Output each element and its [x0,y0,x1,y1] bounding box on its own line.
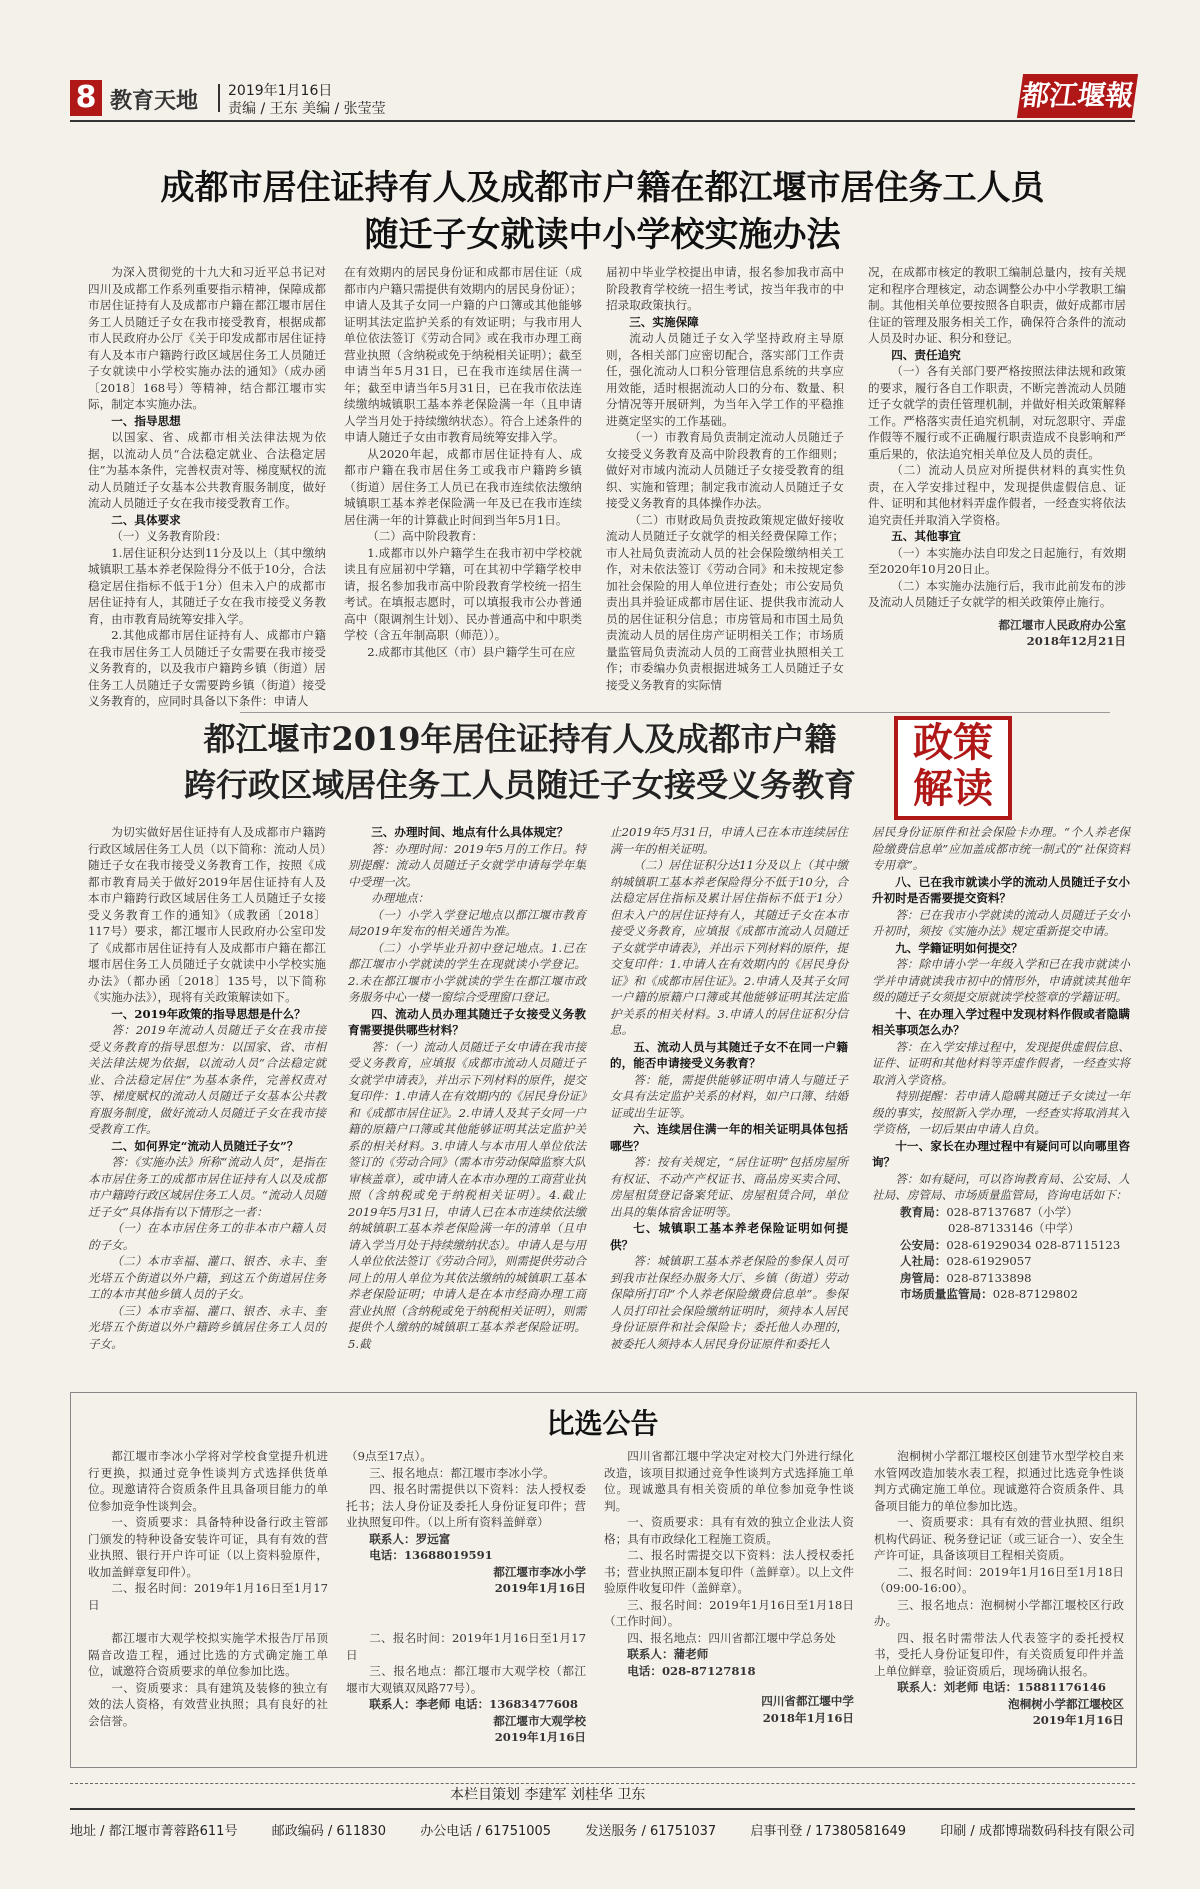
footer-printer: 印刷 / 成都博瑞数码科技有限公司 [940,1824,1135,1839]
policy-column-3 [610,824,848,1369]
paragraph: （9点至17点）。 [346,1449,432,1463]
contact-row: 公安局：028-61929034 028-87115123 [900,1237,1121,1252]
paragraph: 都江堰市大观学校拟实施学术报告厅吊顶隔音改造工程，通过比选的方式确定施工单位，诚邀符合资质要求的单位参加比选。 [88,1631,328,1678]
footer-rule [70,1808,1135,1810]
paragraph: 四、报名时需提供以下资料：法人授权委托书；法人身份证及委托人身份证复印件；营业执照复印件。（以上所有资料盖鲜章） [346,1482,586,1529]
paragraph: 二、报名时间：2019年1月16日至1月17日 [88,1581,328,1612]
answer: 答：办理时间：2019年5月的工作日。特别提醒：流动人员随迁子女就学申请每学年集中受理一次。 [348,841,586,889]
question-heading: 二、如何界定“流动人员随迁子女”？ [111,1138,299,1153]
contact-row: 房管局：028-87133898 [900,1270,1032,1285]
paragraph: 一、资质要求：具备特种设备行政主管部门颁发的特种设备安装许可证，具有有效的营业执照、银行开户许可证（以上资料验原件，收加盖鲜章复印件）。 [88,1515,328,1579]
notice-signature: 四川省都江堰中学 [761,1694,854,1708]
paragraph: 2.成都市其他区（市）县户籍学生可在应 [367,644,576,659]
paragraph: 在有效期内的居民身份证和成都市居住证（成都市内户籍只需提供有效期内的居民身份证）；申请人及其子女同一户籍的户口簿或其他能够证明其法定监护关系的有效证明；与我市用人单位依法签订《劳动合同》或在我市办理工商营业执照（含纳税或免于纳税相关证明）；截至申请当年5月31日，已在我市连续居住满一年；截至申请当年5月31日，已在我市依法连续缴纳城镇职工基本养老保险满一年（且申请人学当月处于持续缴纳状态）。符合上述条件的申请人随迁子女由市教育局统筹安排入学。 [344,265,582,444]
paragraph: 届初中毕业学校提出申请，报名参加我市高中阶段教育学校统一招生考试，按当年我市的中招录取政策执行。 [606,265,844,312]
footer [70,1820,1135,1839]
answer: 答：《实施办法》所称“流动人员”，是指在本市居住务工的成都市居住证持有人以及成都市户籍跨行政区域居住务工人员。“流动人员随迁子女”具体指有以下情形之一者： [88,1155,326,1219]
contact-person: 联系人：刘老师 电话：15881176146 [897,1680,1106,1694]
notice-date: 2019年1月16日 [494,1581,586,1595]
section-name: 教育天地 [110,89,199,114]
notice-title: 比选公告 [546,1407,659,1440]
contact-phone: 电话：13688019591 [369,1548,493,1562]
article-column-1 [88,264,326,708]
paragraph: 一、资质要求：具有有效的营业执照、组织机构代码证、税务登记证（或三证合一）、安全生产许可证，具备该项目工程相关资质。 [874,1515,1124,1562]
notice-signature: 都江堰市李冰小学 [493,1564,586,1579]
paragraph: （一）各有关部门要严格按照法律法规和政策的要求，履行各自工作职责，不断完善流动人员随迁子女就学的责任管理机制，并做好相关政策解释工作。严格落实责任追究机制，对玩忽职守、弄虚作假等不履行或不正确履行职责造成不良影响和严重后果的，依法追究相关单位及人员的责任。 [868,364,1126,461]
footer-address: 地址 / 都江堰市菁蓉路611号 [70,1824,238,1839]
policy-column-1 [88,824,326,1369]
question-heading: 八、已在我市就读小学的流动人员随迁子女小升初时是否需要提交资料？ [872,874,1130,905]
section-heading: 二、具体要求 [111,512,181,527]
paragraph: 以国家、省、成都市相关法律法规为依据，以流动人员“合法稳定就业、合法稳定居住”为基本条件，完善权责对等、梯度赋权的流动人员随迁子女基本公共教育服务制度，做好流动人员随迁子女在我市接受教育工作。 [88,430,326,510]
paragraph: 四、报名地点：四川省都江堰中学总务处 [627,1630,836,1645]
answer: 答：城镇职工基本养老保险的参保人员可到我市社保经办服务大厅、乡镇（街道）劳动保障所打印“个人养老保险缴费信息单”。参保人员打印社会保险缴纳证明时，须持本人居民身份证原件和社会保险卡；委托他人办理的，被委托人须持本人居民身份证原件和委托人 [610,1254,848,1351]
answer: 答：按有关规定，“居住证明”包括房屋所有权证、不动产产权证书、商品房买卖合同、房屋租赁登记备案凭证、房屋租赁合同，单位出具的集体宿舍证明等。 [610,1155,848,1219]
paragraph: 都江堰市李冰小学将对学校食堂提升机进行更换，拟通过竞争性谈判方式选择供货单位。现邀请符合资质条件且具备项目能力的单位参加竞争性谈判会。 [88,1449,328,1513]
question-heading: 六、连续居住满一年的相关证明具体包括哪些？ [610,1122,848,1153]
paragraph: （一）本实施办法自印发之日起施行，有效期至2020年10月20日止。 [868,545,1126,576]
contact-row: 028-87133146（中学） [948,1221,1080,1235]
contact-phone: 电话：028-87127818 [627,1663,756,1678]
paragraph: （二）市财政局负责按政策规定做好接收流动人员随迁子女就学的相关经费保障工作；市人社局负责流动人员的社会保险缴纳相关工作，对未依法签订《劳动合同》和未按规定参加社会保险的用人单位进行查处；市公安局负责出具并验证成都市居住证、提供我市流动人员的居住证积分信息；市房管局和市国土局负责流动人员的居住房产证明相关工作；市场质量监管局负责流动人员的工商营业执照相关工作；市委编办负责根据进城务工人员随迁子女接受义务教育的实际情 [606,512,844,692]
article-column-3 [606,264,844,694]
header-rule [70,120,1135,122]
paragraph: 四川省都江堰中学决定对校大门外进行绿化改造，该项目拟通过竞争性谈判方式选择施工单位。现诚邀具有相关资质的单位参加竞争性谈判。 [604,1449,854,1513]
paragraph: 泡桐树小学都江堰校区创建节水型学校自来水管网改造加装水表工程，拟通过比选竞争性谈判方式确定施工单位。现诚邀符合资质条件、具备项目能力的单位参加比选。 [874,1449,1124,1513]
notice-date: 2018年1月16日 [762,1710,854,1725]
paragraph: 三、报名地点：都江堰市大观学校（都江堰市大观镇双凤路77号）。 [346,1664,586,1695]
section-heading: 四、责任追究 [891,347,961,362]
answer: 答：已在我市小学就读的流动人员随迁子女小升初时，须按《实施办法》规定重新提交申请。 [872,907,1130,938]
contact-row: 人社局：028-61929057 [900,1254,1032,1268]
paragraph: 从2020年起，成都市居住证持有人、成都市户籍在我市居住务工或我市户籍跨乡镇（街道）居住务工人员已在我市连续依法缴纳城镇职工基本养老保险满一年及已在我市连续居住满一年的计算截止时间到当年5月1日。 [344,446,582,527]
paragraph: 一、资质要求：具有建筑及装修的独立有效的法人资格，有效营业执照；具有良好的社会信誉。 [88,1680,328,1728]
notice-date: 2019年1月16日 [1032,1713,1124,1727]
footer-office-phone: 办公电话 / 61751005 [420,1824,552,1839]
contact-row: 市场质量监管局：028-87129802 [900,1287,1078,1301]
article-column-2 [344,264,582,694]
policy-title-line1: 都江堰市2019年居住证持有人及成都市户籍 [203,720,837,758]
section-heading: 五、其他事宜 [891,529,961,543]
notice-signature: 都江堰市大观学校 [493,1713,586,1728]
contact-list [872,1204,1130,1303]
article-title-line2: 随迁子女就读中小学校实施办法 [364,215,841,255]
notice-1 [88,1448,328,1612]
notice-4 [346,1630,586,1755]
paragraph: 二、报名时需提交以下资料：法人授权委托书；营业执照正副本复印件（盖鲜章）。以上文件验原件收复印件（盖鲜章）。 [604,1548,854,1595]
question-heading: 十、在办理入学过程中发现材料作假或者隐瞒相关事项怎么办？ [872,1006,1130,1037]
paragraph: 四、报名时需带法人代表签字的委托授权书，受托人身份证复印件，有关资质复印件并盖上单位鲜章，验证资质后，现场确认报名。 [874,1630,1124,1678]
answer: （二）居住证积分达11分及以上（其中缴纳城镇职工基本养老保险得分不低于10分，合法稳定居住指标及累计居住指标不低于1分）但未入户的居住证持有人，其随迁子女在本市接受义务教育，应填报《成都市流动人员随迁子女就学申请表》，并出示下列材料的原件，提交复印件：1.申请人在有效期内的《居民身份证》和《成都市居住证》。2.申请人及其子女同一户籍的原籍户口簿或其他能够证明其法定监护关系的相关材料。3.申请人的居住证积分信息。 [610,858,848,1037]
question-heading: 十一、家长在办理过程中有疑问可以向哪里咨询？ [872,1138,1130,1169]
paragraph: 二、报名时间：2019年1月16日至1月17日 [346,1631,586,1662]
paragraph: 况，在成都市核定的教职工编制总量内，按有关规定和程序合理核定，动态调整公办中小学教职工编制。其他相关单位要按照各自职责，做好成都市居住证的管理及服务相关工作，确保符合条件的流动人员及时办证、积分和登记。 [868,265,1126,345]
column-credit: 本栏目策划 李建军 刘桂华 卫东 [440,1784,655,1804]
answer: 答：如有疑问，可以咨询教育局、公安局、人社局、房管局、市场质量监管局，咨询电话如下： [872,1171,1130,1202]
article-column-4 [868,264,1126,694]
article-title-line1: 成都市居住证持有人及成都市户籍在都江堰市居住务工人员 [160,168,1045,208]
paragraph: （一）义务教育阶段： [111,529,228,543]
paragraph: （一）市教育局负责制定流动人员随迁子女接受义务教育及高中阶段教育的工作细则；做好对市域内流动人员随迁子女接受教育的组织、实施和管理；制定我市流动人员随迁子女接受义务教育的具体操作办法。 [606,430,844,510]
answer: 特别提醒：若申请人隐瞒其随迁子女读过一年级的事实，按照新入学办理，一经查实将取消其入学资格，一切后果由申请人自负。 [872,1089,1130,1136]
question-heading: 一、2019年政策的指导思想是什么？ [111,1006,306,1021]
answer: （二）小学毕业升初中登记地点。1.已在都江堰市小学就读的学生在现就读小学登记。2.未在都江堰市小学就读的学生在都江堰市政务服务中心一楼一窗综合受理窗口登记。 [348,940,586,1004]
paragraph: 三、报名地点：泡桐树小学都江堰校区行政办。 [874,1597,1124,1628]
contact-person: 联系人：罗远富 [369,1531,451,1546]
answer: 办理地点： [371,891,430,905]
policy-column-4 [872,824,1130,1369]
contact-person: 联系人：蒲老师 [627,1647,709,1661]
footer-ads: 启事刊登 / 17380581649 [750,1824,907,1839]
question-heading: 三、办理时间、地点有什么具体规定？ [371,825,569,839]
paragraph: （二）高中阶段教育： [367,529,484,543]
answer: 止2019年5月31日，申请人已在本市连续居住满一年的相关证明。 [610,825,848,856]
section-heading: 一、指导思想 [111,413,181,428]
paragraph: （二）流动人员应对所提供材料的真实性负责，在入学安排过程中，发现提供虚假信息、证件、证明和其他材料弄虚作假者，一经查实将依法追究责任并取消入学资格。 [868,463,1126,527]
answer: 答：（一）流动人员随迁子女申请在我市接受义务教育，应填报《成都市流动人员随迁子女就学申请表》，并出示下列材料的原件，提交复印件：1.申请人在有效期内的《居民身份证》和《成都市居住证》。2.申请人及其子女同一户籍的原籍户口簿或其他能够证明其法定监护关系的相关材料。3.申请人与本市用人单位依法签订的《劳动合同》（需本市劳动保障监察大队审核盖章），或申请人在本市办理的工商营业执照（含纳税或免于纳税相关证明）。4.截止2019年5月31日，申请人已在本市连续依法缴纳城镇职工基本养老保险满一年的清单（且申请入学当月处于持续缴纳状态）。申请人是与用人单位依法签订《劳动合同》，则需提供劳动合同上的用人单位为其依法缴纳的城镇职工基本养老保险证明；申请人是在本市经商办理工商营业执照（含纳税或免于纳税相关证明），则需提供个人缴纳的城镇职工基本养老保险证明。5.截 [348,1039,586,1351]
newspaper-logo: 都江堰報 [1017,74,1138,118]
answer: （二）本市幸福、灌口、银杏、永丰、奎光塔五个街道以外户籍，到这五个街道居住务工的本市其他乡镇人员的子女。 [88,1254,326,1301]
paragraph: 二、报名时间：2019年1月16日至1月18日（09:00-16:00）。 [874,1564,1124,1595]
contact-row: 教育局：028-87137687（小学） [900,1204,1078,1219]
answer: （三）本市幸福、灌口、银杏、永丰、奎光塔五个街道以外户籍跨乡镇居住务工人员的子女。 [88,1303,326,1351]
footer-postcode: 邮政编码 / 611830 [271,1824,386,1839]
notice-date: 2019年1月16日 [494,1730,586,1744]
notice-3 [88,1630,328,1755]
answer: 居民身份证原件和社会保险卡办理。“个人养老保险缴费信息单”应加盖成都市统一制式的“社保资料专用章”。 [872,825,1130,872]
notice-2 [346,1448,586,1598]
signature: 都江堰市人民政府办公室 [998,617,1126,632]
paragraph: 1.居住证积分达到11分及以上（其中缴纳城镇职工基本养老保险得分不低于10分，合法稳定居住指标不低于1分）但未入户的成都市居住证持有人，其随迁子女在我市接受义务教育，由市教育局统筹安排入学。 [88,545,326,626]
answer: （一）小学入学登记地点以都江堰市教育局2019年发布的相关通告为准。 [348,907,586,938]
notice-6 [874,1448,1124,1758]
paragraph: 1.成都市以外户籍学生在我市初中学校就读且有应届初中学籍，可在其初中学籍学校申请，报名参加我市高中阶段教育学校统一招生考试。在填报志愿时，可以填报我市公办普通高中（限调剂生计划）、民办普通高中和中职类学校（含五年制高职（师范））。 [344,545,582,642]
paragraph: 流动人员随迁子女入学坚持政府主导原则，各相关部门应密切配合，落实部门工作责任，强化流动人口积分管理信息系统的共享应用效能，适时根据流动人口的分布、数量、积分情况等开展研判，为当年入学工作的平稳推进奠定坚实的工作基础。 [606,331,844,428]
badge-text: 政策 [913,719,993,766]
badge-text: 解读 [913,765,993,812]
paragraph: （二）本实施办法施行后，我市此前发布的涉及流动人员随迁子女就学的相关政策停止施行。 [868,578,1126,609]
notice-signature: 泡桐树小学都江堰校区 [1008,1696,1124,1711]
paragraph: 一、资质要求：具有有效的独立企业法人资格；具有市政绿化工程施工资质。 [604,1515,854,1546]
question-heading: 九、学籍证明如何提交？ [895,940,1023,955]
editors: 责编 / 王东 美编 / 张莹莹 [228,101,386,117]
answer: 答：2019年流动人员随迁子女在我市接受义务教育的指导思想为：以国家、省、市相关法律法规为依据，以流动人员“合法稳定就业、合法稳定居住”为基本条件，完善权责对等、梯度赋权的流动人员随迁子女基本公共教育服务制度，做好流动人员随迁子女在我市接受教育工作。 [88,1023,326,1136]
paragraph: 为切实做好居住证持有人及成都市户籍跨行政区域居住务工人员（以下简称：流动人员）随迁子女在我市接受义务教育工作，按照《成都市教育局关于做好2019年居住证持有人及本市户籍跨行政区域居住务工人员随迁子女接受义务教育工作的通知》（成教函〔2018〕117号）要求，都江堰市人民政府办公室印发了《成都市居住证持有人及成都市户籍在都江堰市居住务工人员随迁子女就读中小学校实施办法》（都办函〔2018〕135号，以下简称《实施办法》），现将有关政策解读如下。 [88,825,326,1004]
question-heading: 四、流动人员办理其随迁子女接受义务教育需要提供哪些材料？ [348,1006,586,1037]
section-heading: 三、实施保障 [629,314,699,329]
paragraph: 三、报名时间：2019年1月16日至1月18日（工作时间）。 [604,1597,854,1628]
footer-delivery: 发送服务 / 61751037 [585,1824,717,1839]
answer: 答：在入学安排过程中，发现提供虚假信息、证件、证明和其他材料等弄虚作假者，一经查实将取消入学资格。 [872,1039,1130,1087]
issue-date: 2019年1月16日 [228,83,333,99]
paragraph: 三、报名地点：都江堰市李冰小学。 [369,1465,555,1480]
contact-person: 联系人：李老师 电话：13683477608 [369,1697,578,1711]
answer: （一）在本市居住务工的非本市户籍人员的子女。 [88,1221,326,1252]
policy-interpretation-badge [894,716,1012,820]
policy-column-2 [348,824,586,1369]
answer: 答：能，需提供能够证明申请人与随迁子女具有法定监护关系的材料，如户口簿、结婚证或出生证等。 [610,1072,848,1120]
answer: 答：除申请小学一年级入学和已在我市就读小学并申请就读我市初中的情形外，申请就读其他年级的随迁子女须提交原就读学校签章的学籍证明。 [872,957,1130,1004]
page-number: 8 [70,80,102,116]
header-divider [218,84,220,112]
paragraph: 2.其他成都市居住证持有人、成都市户籍在我市居住务工人员随迁子女需要在我市接受义务教育的，以及我市户籍跨乡镇（街道）居住务工人员随迁子女需要跨乡镇（街道）接受义务教育的，应同时具备以下条件：申请人 [88,628,326,708]
paragraph: 为深入贯彻党的十九大和习近平总书记对四川及成都工作系列重要指示精神，保障成都市居住证持有人及成都市户籍在都江堰市居住务工人员随迁子女在我市接受教育，根据成都市人民政府办公厅《关于印发成都市居住证持有人及本市户籍跨行政区域居住务工人员随迁子女就读中小学校实施办法的通知》（成办函〔2018〕168号）等精神，结合都江堰市实际，制定本实施办法。 [88,265,326,411]
notice-5 [604,1448,854,1758]
policy-title-line2: 跨行政区域居住务工人员随迁子女接受义务教育 [183,766,856,804]
signature-date: 2018年12月21日 [1026,634,1126,648]
question-heading: 七、城镇职工基本养老保险证明如何提供？ [610,1221,848,1252]
question-heading: 五、流动人员与其随迁子女不在同一户籍的，能否申请接受义务教育？ [610,1039,848,1070]
